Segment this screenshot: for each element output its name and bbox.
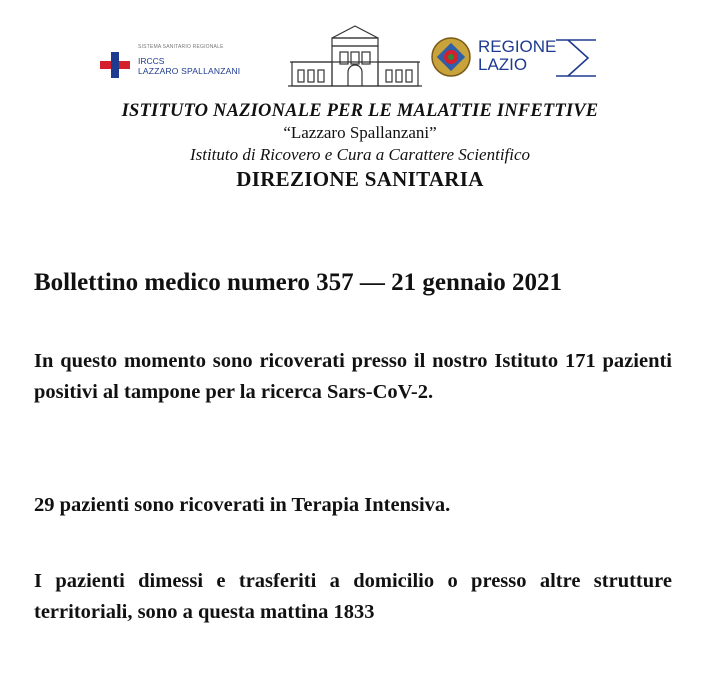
institute-header <box>0 100 720 192</box>
region-arrow-icon <box>556 36 596 80</box>
bulletin-paragraph-intensive-care: 29 pazienti sono ricoverati in Terapia Intensiva. <box>34 494 451 516</box>
building-icon <box>288 24 422 88</box>
institute-description: Istituto di Ricovero e Cura a Carattere Scientifico <box>189 145 531 164</box>
institute-subtitle: “Lazzaro Spallanzani” <box>283 123 437 142</box>
region-lazio-text <box>478 38 556 74</box>
logo-irccs-text: IRCCS <box>138 56 165 66</box>
medical-cross-icon <box>100 52 130 78</box>
region-line2: LAZIO <box>478 55 528 74</box>
region-emblem-icon <box>430 36 472 78</box>
direction-title: DIREZIONE SANITARIA <box>236 167 484 191</box>
spallanzani-logo <box>100 42 280 82</box>
logo-spallanzani-text: LAZZARO SPALLANZANI <box>138 66 241 76</box>
region-line1: REGIONE <box>478 37 557 56</box>
bulletin-paragraph-discharged: I pazienti dimessi e trasferiti a domicilio o presso altre strutture territoriali, sono a questa mattina 1833 <box>34 570 672 623</box>
institute-name: ISTITUTO NAZIONALE PER LE MALATTIE INFETTIVE <box>121 101 599 121</box>
bulletin-title: Bollettino medico numero 357 — 21 gennaio 2021 <box>34 269 563 296</box>
bulletin-paragraph-hospitalized: In questo momento sono ricoverati presso il nostro Istituto 171 pazienti positivi al tampone per la ricerca Sars-CoV-2. <box>34 350 672 403</box>
header-logos <box>0 24 720 88</box>
logo-small-text: SISTEMA SANITARIO REGIONALE <box>138 44 224 50</box>
